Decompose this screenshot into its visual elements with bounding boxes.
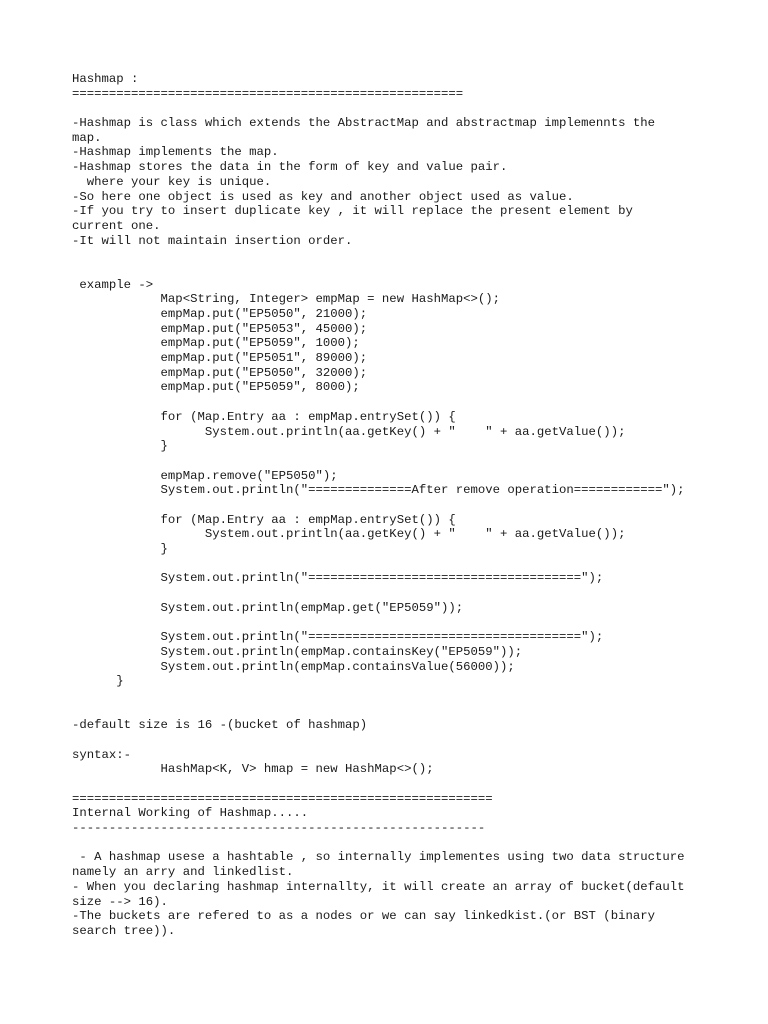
text-line: -So here one object is used as key and another object used as value. (72, 189, 574, 204)
text-line: System.out.println("==============After remove operation============"); (72, 483, 685, 498)
text-line: where your key is unique. (72, 174, 272, 189)
blank-line (72, 454, 752, 469)
text-line: -The buckets are refered to as a nodes or we can say linkedkist.(or BST (binary (72, 909, 655, 924)
text-line: } (72, 674, 124, 689)
blank-line (72, 836, 752, 851)
text-line: empMap.put("EP5050", 32000); (72, 365, 368, 380)
blank-line (72, 586, 752, 601)
text-line: - A hashmap usese a hashtable , so internally implementes using two data structure (72, 850, 685, 865)
text-line: -Hashmap is class which extends the AbstractMap and abstractmap implemennts the (72, 116, 655, 131)
blank-line (72, 395, 752, 410)
blank-line (72, 557, 752, 572)
text-line: map. (72, 130, 102, 145)
text-line: -If you try to insert duplicate key , it will replace the present element by (72, 204, 633, 219)
text-line: System.out.println(empMap.get("EP5059")); (72, 600, 464, 615)
text-line: - When you declaring hashmap internallty, it will create an array of bucket(default (72, 879, 685, 894)
text-line: size --> 16). (72, 894, 168, 909)
text-line: example -> (72, 277, 154, 292)
text-line: System.out.println(aa.getKey() + " " + aa.getValue()); (72, 424, 626, 439)
text-line: empMap.put("EP5059", 1000); (72, 336, 360, 351)
text-line: empMap.put("EP5051", 89000); (72, 351, 368, 366)
text-line: Internal Working of Hashmap..... (72, 806, 309, 821)
text-line: System.out.println("====================================="); (72, 571, 604, 586)
text-line: ========================================================= (72, 791, 493, 806)
text-line: for (Map.Entry aa : empMap.entrySet()) { (72, 512, 456, 527)
text-line: System.out.println("====================================="); (72, 630, 604, 645)
text-line: empMap.put("EP5059", 8000); (72, 380, 360, 395)
blank-line (72, 248, 752, 263)
text-line: } (72, 439, 168, 454)
text-line: for (Map.Entry aa : empMap.entrySet()) { (72, 409, 456, 424)
text-line: } (72, 542, 168, 556)
text-line: Hashmap : (72, 72, 139, 86)
blank-line (72, 689, 752, 704)
text-line: empMap.put("EP5050", 21000); (72, 307, 368, 321)
text-line: search tree)). (72, 923, 176, 938)
text-line: System.out.println(empMap.containsKey("EP5059")); (72, 644, 523, 659)
text-line: current one. (72, 218, 161, 233)
document-page (72, 72, 752, 939)
text-line: -It will not maintain insertion order. (72, 233, 353, 248)
blank-line (72, 704, 752, 719)
text-line: namely an arry and linkedlist. (72, 865, 294, 880)
text-line: -------------------------------------------------------- (72, 821, 486, 836)
blank-line (72, 498, 752, 513)
text-line: System.out.println(empMap.containsValue(56000)); (72, 659, 515, 674)
blank-line (72, 101, 752, 116)
text-line: -default size is 16 -(bucket of hashmap) (72, 718, 368, 733)
text-line: syntax:- (72, 747, 132, 762)
text-line: empMap.put("EP5053", 45000); (72, 321, 368, 336)
text-line: empMap.remove("EP5050"); (72, 468, 338, 483)
text-line: System.out.println(aa.getKey() + " " + aa.getValue()); (72, 527, 626, 542)
text-line: -Hashmap stores the data in the form of key and value pair. (72, 160, 508, 175)
blank-line (72, 733, 752, 748)
blank-line (72, 777, 752, 792)
text-line: Map<String, Integer> empMap = new HashMap<>(); (72, 292, 501, 307)
text-line: -Hashmap implements the map. (72, 145, 279, 160)
blank-line (72, 615, 752, 630)
text-line: ===================================================== (72, 86, 464, 101)
text-line: HashMap<K, V> hmap = new HashMap<>(); (72, 762, 434, 777)
blank-line (72, 263, 752, 278)
